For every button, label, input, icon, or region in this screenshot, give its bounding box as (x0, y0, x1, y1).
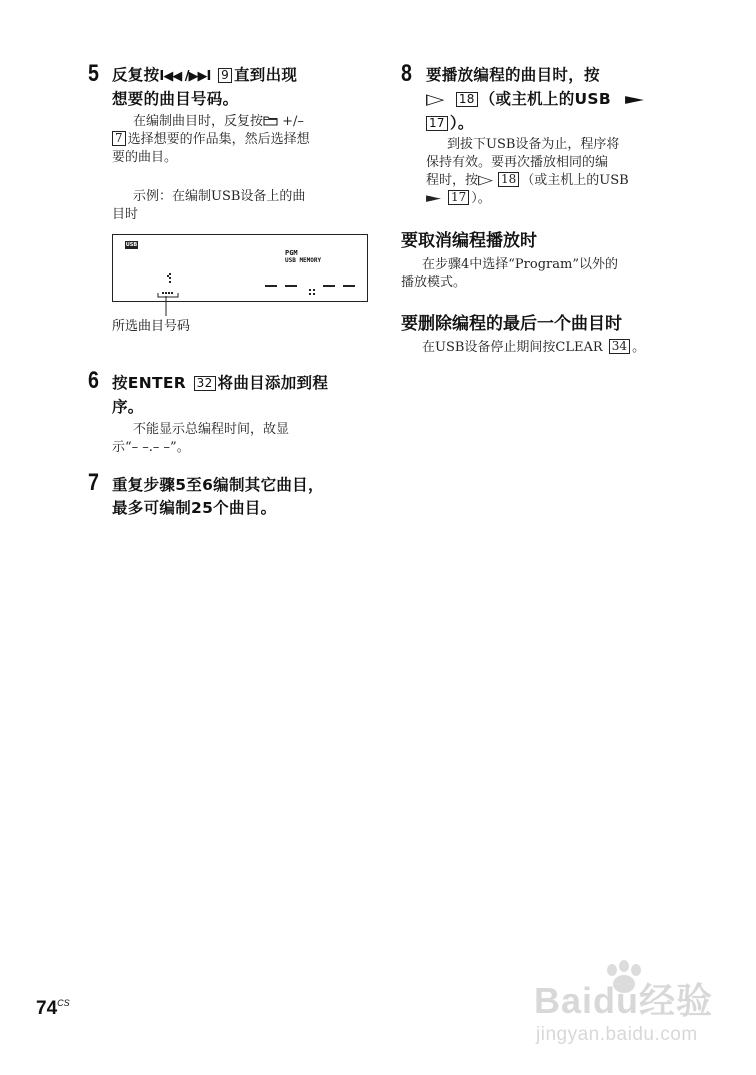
step-5-body-line3: 要的曲目。 (112, 150, 178, 165)
step-8-title-line2 (426, 88, 645, 111)
step-6-title-suffix: 将曲目添加到程 (217, 374, 329, 392)
step-6-title-box: 32 (194, 376, 216, 391)
delete-body (422, 339, 645, 357)
step-6-number: 6 (88, 367, 99, 394)
step-5-title-line1 (112, 64, 297, 88)
step-6-title-prefix: 按ENTER (112, 374, 192, 392)
step-7-title-line2: 最多可编制25个曲目。 (112, 499, 277, 517)
step-8-title-mid: （或主机上的USB (479, 90, 617, 108)
delete-body-suffix: 。 (632, 340, 646, 355)
step-8-body-line4 (426, 190, 491, 208)
step-6-title-line2: 序。 (112, 398, 144, 416)
play-filled-small-icon: ► (426, 191, 441, 206)
page-number-suffix: CS (57, 998, 70, 1008)
play-outline-small-icon: ▷ (478, 173, 494, 188)
step-7-number: 7 (88, 469, 99, 496)
usb-badge: USB (125, 242, 138, 248)
step-8-body-suffix: （或主机上的USB (521, 173, 629, 188)
step-5-body-box: 7 (112, 131, 126, 146)
cancel-body-line1: 在步骤4中选择“Program”以外的 (422, 257, 618, 272)
play-filled-icon: ► (624, 90, 645, 108)
step-6-title-line1 (112, 372, 328, 395)
delete-body-prefix: 在USB设备停止期间按CLEAR (422, 340, 607, 355)
step-5-number: 5 (88, 60, 99, 87)
delete-body-box: 34 (609, 339, 630, 354)
display-segments (113, 235, 369, 303)
step-5-body-rest: 选择想要的作品集，然后选择想 (127, 132, 310, 147)
step-5-body-line2 (112, 131, 310, 149)
cancel-body-line2: 播放模式。 (401, 275, 467, 290)
page-number (36, 992, 70, 1020)
step-8-body-line2: 保持有效。要再次播放相同的编 (426, 155, 609, 170)
step-7-title-line1: 重复步骤5至6编制其它曲目， (112, 476, 324, 494)
step-8-title-box2: 17 (426, 116, 448, 131)
step-8-body-box2: 17 (448, 190, 469, 205)
step-8-title-box1: 18 (456, 92, 478, 107)
step-5-title-box: 9 (218, 68, 232, 83)
step-5-title-suffix: 直到出现 (234, 66, 298, 84)
step-5-body-line1 (133, 113, 304, 131)
step-8-body-line3 (426, 172, 629, 190)
step-8-title-suffix: ）。 (449, 114, 474, 132)
step-8-number: 8 (401, 60, 412, 87)
step-5-title-prefix: 反复按 (112, 66, 160, 84)
skip-buttons-icon: I◀◀ /▶▶I (159, 69, 211, 84)
step-5-body-folder-suffix: +/– (278, 114, 304, 129)
step-5-body-prefix: 在编制曲目时，反复按 (133, 114, 264, 129)
usb-display-illustration (112, 234, 368, 302)
step-8-body-box1: 18 (498, 172, 519, 187)
step-5-title-line2: 想要的曲目号码。 (112, 90, 239, 108)
step-8-body-line1: 到拔下USB设备为止，程序将 (447, 137, 620, 152)
step-8-body-prefix: 程时，按 (426, 173, 479, 188)
cancel-program-heading: 要取消编程播放时 (401, 231, 537, 251)
play-outline-icon: ▷ (426, 90, 445, 108)
example-line1: 示例：在编制USB设备上的曲 (133, 189, 306, 204)
step-8-body-end: ）。 (471, 191, 491, 206)
delete-track-heading: 要删除编程的最后一个曲目时 (401, 314, 622, 334)
step-6-body-line1: 不能显示总编程时间，故显 (133, 422, 290, 437)
watermark-brand: Baidu经验 (534, 980, 714, 1021)
display-caption: 所选曲目号码 (112, 319, 191, 334)
pgm-indicator: PGM (285, 249, 298, 257)
step-6-body-line2: 示“– –.– –”。 (112, 440, 190, 455)
usb-memory-indicator: USB MEMORY (285, 257, 322, 264)
step-8-title-line3 (426, 112, 474, 135)
folder-icon (263, 114, 278, 125)
page-number-value: 74 (36, 998, 58, 1019)
caption-pointer-line (150, 296, 190, 318)
watermark-url: jingyan.baidu.com (536, 1024, 698, 1045)
example-line2: 目时 (112, 207, 139, 222)
step-8-title-line1: 要播放编程的曲目时，按 (426, 66, 600, 84)
